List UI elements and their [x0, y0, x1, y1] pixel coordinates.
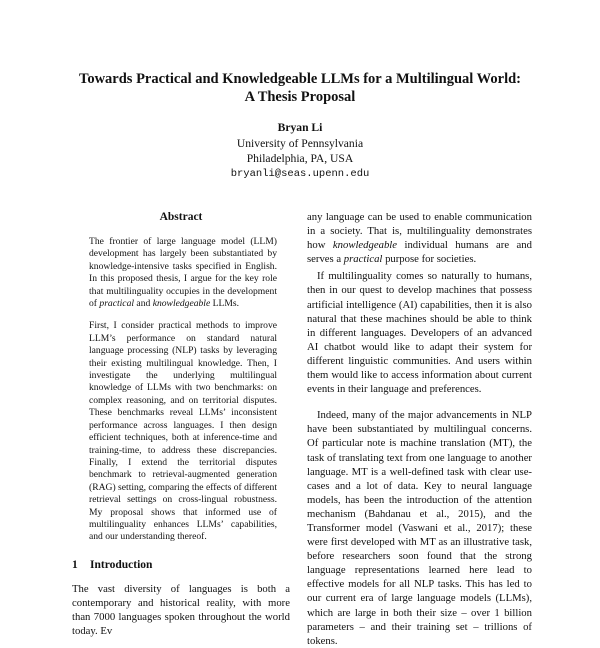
abstract-heading: Abstract: [159, 211, 203, 223]
title-line-2: A Thesis Proposal: [244, 89, 356, 105]
abstract-paragraph-1: [72, 236, 290, 310]
author-block: [100, 120, 500, 182]
author-name: Bryan Li: [277, 121, 323, 134]
right-p1-text-c: purpose for societies.: [382, 253, 477, 266]
author-location: Philadelphia, PA, USA: [246, 152, 354, 165]
abstract-p1-emphasis-practical: practical: [99, 298, 135, 310]
intro-paragraph-1: The vast diversity of languages is both a contemporary and historical reality, with more than 7000 languages spoken throughout the world today. Ev: [72, 582, 290, 638]
author-email: bryanli@seas.upenn.edu: [230, 167, 370, 180]
right-p1-text-a: any language can be used to enable communication in a society. That is, multilinguality demonstrates how: [307, 211, 532, 252]
right-paragraph-2: If multilinguality comes so naturally to humans, then in our quest to develop machines that possess artificial intelligence (AI) capabilities, then it is also natural that these machines should be able to think in different languages. Developers of an advanced AI chatbot would like to adapt their system for different linguistic communities. And users within them would like to access information about current events in their language and preferences.: [307, 270, 532, 396]
right-p1-text-b: individual humans are and serves a: [307, 239, 532, 266]
section-title: Introduction: [90, 558, 153, 571]
abstract-p1-emphasis-knowledgeable: knowledgeable: [152, 298, 211, 310]
right-column: [307, 210, 532, 648]
abstract-p1-text-b: and: [134, 298, 153, 310]
abstract-p1-text-a: The frontier of large language model (LLM) development has largely been substantiated by knowledge-intensive tasks specified in English. In this proposed thesis, I argue for the key role that multilinguality occupies in the development of: [89, 236, 277, 310]
paper-title: [60, 70, 540, 106]
abstract-p1-text-c: LLMs.: [210, 298, 240, 310]
right-p1-emphasis-knowledgeable: knowledgeable: [332, 239, 397, 252]
abstract-paragraph-2: First, I consider practical methods to improve LLM’s performance on standard natural language processing (NLP) tasks by leveraging their existing multilingual knowledge. Then, I investigate the underlying multilingual knowledge of LLMs with two benchmarks: on complex reasoning, and on territorial disputes. These benchmarks reveal LLMs’ inconsistent performance across languages. I then design efficient techniques, both at inference-time and training-time, to address these discrepancies. Finally, I extend the territorial disputes benchmark to retrieval-augmented generation (RAG) setting, comparing the effects of different retrieval settings on cross-lingual robustness. My proposal shows that informed use of multilinguality enhances LLMs’ capabilities, and our understanding thereof.: [89, 320, 277, 543]
section-number: 1: [72, 558, 78, 571]
right-p1-emphasis-practical: practical: [343, 253, 383, 266]
right-paragraph-1: [307, 210, 532, 266]
title-line-1: Towards Practical and Knowledgeable LLMs for a Multilingual World:: [78, 71, 521, 87]
right-paragraph-3: Indeed, many of the major advancements in NLP have been substantiated by multilingual concerns. Of particular note is machine translation (MT), the task of translating text from one language to another language. MT is a well-defined task with clear use-cases and a lot of data. Key to neural language models, has been the introduction of the attention mechanism (Bahdanau et al., 2015), and the Transformer model (Vaswani et al., 2017); these were first developed with MT as an illustrative task, before researchers soon found that the strong language representations learned here lead to effective models for all NLP tasks. This has led to our current era of large language models (LLMs), which are large in both their size – over 1 billion parameters – and their training set – trillions of tokens.: [307, 409, 532, 647]
section-heading-introduction: [72, 558, 290, 572]
author-affiliation: University of Pennsylvania: [236, 136, 364, 150]
left-column: [72, 210, 290, 638]
